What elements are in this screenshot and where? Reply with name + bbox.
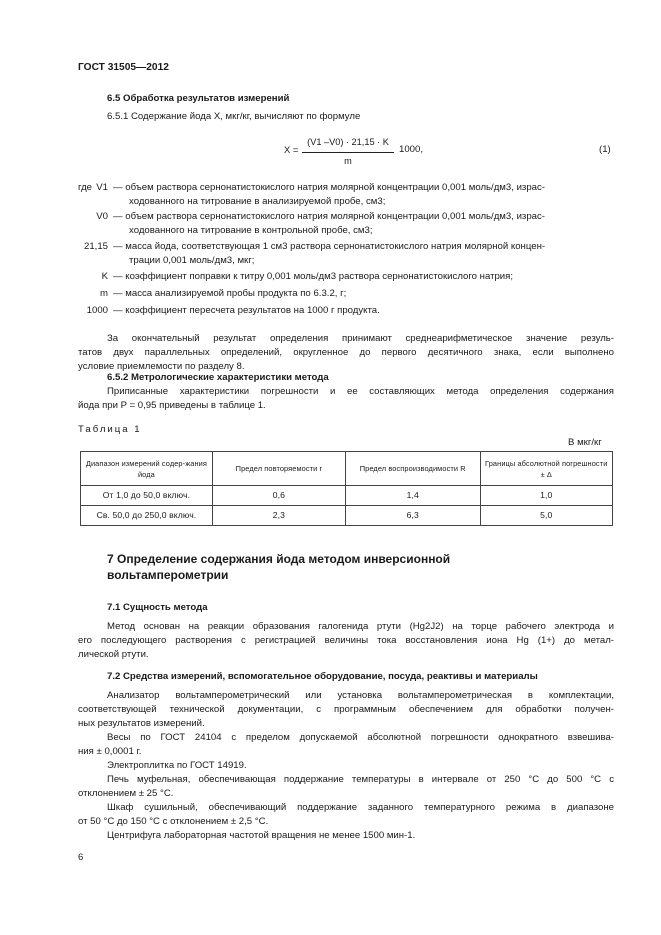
table-caption: Таблица 1 [78, 424, 142, 435]
def-desc-v1-cont: ходованного на титрование в анализируемой пробе, см3; [129, 196, 386, 207]
def-term-v1: V1 [96, 182, 108, 193]
formula-number: (1) [599, 144, 611, 155]
s72-p1-line-3: ных результатов измерений. [78, 718, 205, 729]
s652-p-line-1: Приписанные характеристики погрешности и ее составляющих метода определения содержания [107, 386, 614, 397]
def-desc-m: — масса анализируемой пробы продукта по 6.3.2, г; [113, 288, 347, 299]
page-number: 6 [78, 852, 84, 863]
def-term-v0: V0 [96, 211, 108, 222]
table-row [81, 486, 613, 506]
section-7-heading-line-1: 7 Определение содержания йода методом инверсионной [107, 552, 451, 566]
s72-p5-line-1: Шкаф сушильный, обеспечивающий поддержание заданного температурного режима в диапазоне [107, 802, 614, 813]
formula-lhs: X = [284, 144, 299, 155]
s71-p-line-3: лической ртути. [78, 649, 149, 660]
s72-p1-line-1: Анализатор вольтамперометрический или установка вольтамперометрическая в комплектации, [107, 690, 614, 701]
table-header: Предел повторяемости r [212, 452, 345, 486]
s72-p4-line-1: Печь муфельная, обеспечивающая поддержание температуры в интервале от 250 °С до 500 °С с [107, 774, 614, 785]
s71-p-line-2: его последующего растворения с регистрацией величины тока восстановления иона Hg (1+) до метал- [78, 635, 614, 646]
intro-text: 6.5.1 Содержание йода X, мкг/кг, вычисляют по формуле [107, 111, 361, 122]
table-cell: 1,4 [345, 486, 480, 506]
table-cell: Св. 50,0 до 250,0 включ. [81, 506, 213, 526]
final-p-line-1: За окончательный результат определения принимают среднеарифметическое значение резуль- [107, 333, 614, 344]
final-p-line-3: условие приемлемости по разделу 8. [78, 361, 245, 372]
s72-p4-line-2: отклонением ± 25 °С. [78, 788, 174, 799]
table-cell: 5,0 [480, 506, 613, 526]
def-desc-v1: — объем раствора сернонатистокислого натрия молярной концентрации 0,001 моль/дм3, израс- [113, 182, 545, 193]
section-7-2-heading: 7.2 Средства измерений, вспомогательное оборудование, посуда, реактивы и материалы [107, 671, 538, 682]
s652-p-line-2: йода при P = 0,95 приведены в таблице 1. [78, 400, 266, 411]
where-label: где [78, 182, 93, 193]
def-desc-v0: — объем раствора сернонатистокислого натрия молярной концентрации 0,001 моль/дм3, израс- [113, 211, 545, 222]
section-6-5-heading: 6.5 Обработка результатов измерений [107, 93, 290, 104]
s72-p2-line-1: Весы по ГОСТ 24104 с пределом допускаемой абсолютной погрешности однократного взвешива- [107, 732, 614, 743]
table-units: В мкг/кг [568, 437, 602, 448]
document-id: ГОСТ 31505—2012 [78, 62, 169, 73]
s72-p5-line-2: от 50 °С до 150 °С с отклонением ± 2,5 °С. [78, 816, 269, 827]
def-desc-v0-cont: ходованного на титрование в контрольной пробе, см3; [129, 225, 373, 236]
table-header: Границы абсолютной погрешности ± Δ [480, 452, 613, 486]
section-6-5-2-heading: 6.5.2 Метрологические характеристики метода [107, 372, 329, 383]
table-cell: 2,3 [212, 506, 345, 526]
formula-numerator: (V1 –V0) · 21,15 · K [307, 137, 389, 147]
section-6-5-1-intro [107, 110, 360, 123]
def-desc-21-15-cont: трации 0,001 моль/дм3, мкг; [129, 255, 255, 266]
def-term-21-15: 21,15 [83, 241, 108, 252]
def-term-m: m [100, 288, 108, 299]
def-term-k: K [101, 271, 108, 282]
fraction-bar [302, 152, 394, 153]
table-cell: 1,0 [480, 486, 613, 506]
formula-denominator: m [344, 156, 352, 167]
formula-tail: 1000, [399, 144, 424, 155]
s72-p3: Электроплитка по ГОСТ 14919. [107, 760, 247, 771]
s71-p-line-1: Метод основан на реакции образования галогенида ртути (Hg2J2) на торце рабочего электрода и [107, 621, 614, 632]
table-cell: 6,3 [345, 506, 480, 526]
final-p-line-2: татов двух параллельных определений, округленное до первого десятичного знака, если выполнено [78, 347, 614, 358]
formula-fraction [302, 136, 394, 169]
section-7-1-heading: 7.1 Сущность метода [107, 602, 208, 613]
table-header: Диапазон измерений содер-жания йода [81, 452, 213, 486]
table-row [81, 506, 613, 526]
s72-p1-line-2: соответствующей технической документации, с программным обеспечением для обработки получен- [78, 704, 614, 715]
def-desc-1000: — коэффициент пересчета результатов на 1000 г продукта. [113, 305, 380, 316]
s72-p2-line-2: ния ± 0,0001 г. [78, 746, 142, 757]
def-term-1000: 1000 [86, 305, 108, 316]
table-cell: От 1,0 до 50,0 включ. [81, 486, 213, 506]
table-1 [80, 451, 613, 526]
table-cell: 0,6 [212, 486, 345, 506]
table-header: Предел воспроизводимости R [345, 452, 480, 486]
s72-p6: Центрифуга лабораторная частотой вращения не менее 1500 мин-1. [107, 830, 416, 841]
section-7-heading-line-2: вольтамперометрии [107, 568, 229, 582]
def-desc-21-15: — масса йода, соответствующая 1 см3 раствора сернонатистокислого натрия молярной концен- [113, 241, 546, 252]
def-desc-k: — коэффициент поправки к титру 0,001 моль/дм3 раствора сернонатистокислого натрия; [113, 271, 514, 282]
